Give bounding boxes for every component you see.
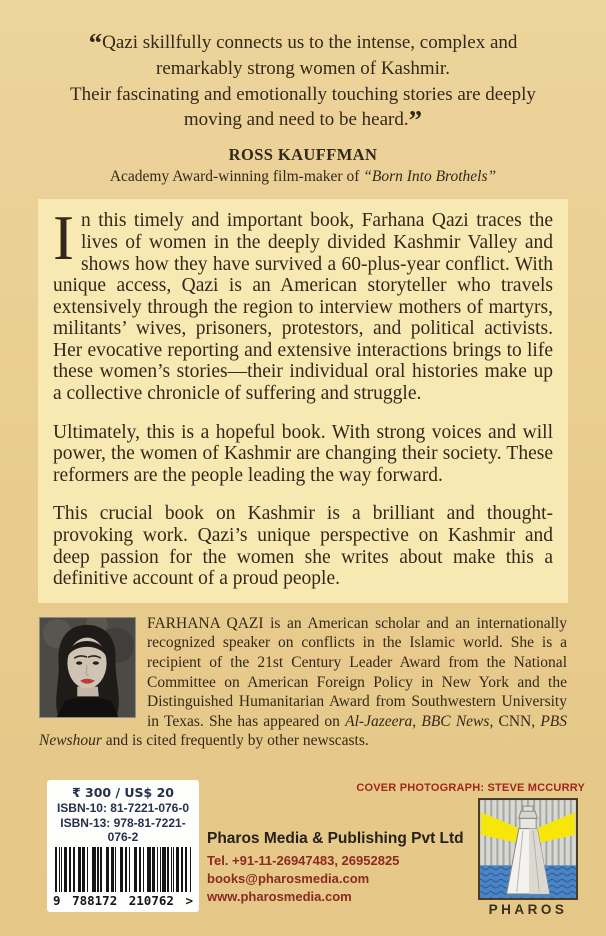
barcode-end-mark: > [185,893,193,908]
publisher-name: Pharos Media & Publishing Pvt Ltd [207,830,464,847]
barcode-digit-lead: 9 [53,893,61,908]
quote-line-2: Their fascinating and emotionally touching stories are deeply moving and need to be heard. [70,83,536,131]
synopsis-paragraph-1-text: n this timely and important book, Farhana Qazi traces the lives of women in the deeply divided Kashmir Valley and shows how they have survived a 60-plus-year conflict. With unique access, Qazi is an American storyteller who travels extensively through the region to interview mothers of martyrs, militants’ wives, prisoners, protestors, and political activists. Her evocative reporting and extensive interactions brings to life these women’s stories—their individual oral histories make up a collective chronicle of suffering and struggle. [53,210,553,405]
pharos-logo-label: PHAROS [488,902,568,917]
isbn-10: ISBN-10: 81-7221-076-0 [56,801,190,815]
synopsis-panel [38,199,568,603]
publisher-block [207,830,464,907]
barcode-digits [51,892,195,908]
publisher-phone: Tel. +91-11-26947483, 26952825 [207,853,400,868]
author-bio-text: FARHANA QAZI is an American scholar and an internationally recognized speaker on conflicts in the Islamic world. She is a recipient of the 21st Century Leader Award from the National Committee on American Foreign Policy in New York and the Distinguished Humanitarian Award from Southwestern University in Texas. She has appeared on Al-Jazeera, BBC News, CNN, PBS Newshour and is cited frequently by other newscasts. [39,614,568,750]
imprint-section [0,770,606,936]
endorsement-quote [56,28,550,136]
publisher-website: www.pharosmedia.com [207,889,352,905]
author-photo [39,617,136,718]
endorsement-section [0,0,606,186]
barcode-group-1: 788172 [72,893,118,908]
cover-photo-credit: COVER PHOTOGRAPH: STEVE MCCURRY [356,782,585,794]
reviewer-name: ROSS KAUFFMAN [228,145,378,165]
barcode-group-2: 210762 [128,893,174,908]
author-bio-section [39,614,567,751]
quote-line-1: Qazi skillfully connects us to the intense, complex and remarkably strong women of Kashmir. [102,32,518,79]
reviewer-credit: Academy Award-winning film-maker of “Born Into Brothels” [109,168,497,186]
drop-cap: I [53,203,74,274]
lighthouse-icon [478,798,578,900]
pharos-logo [478,798,578,917]
synopsis-paragraph-2: Ultimately, this is a hopeful book. With strong voices and will power, the women of Kashmir are changing their society. These reformers are the people leading the way forward. [53,421,553,486]
synopsis-paragraph-3: This crucial book on Kashmir is a brilliant and thought-provoking work. Qazi’s unique perspective on Kashmir and deep passion for the women she writes about make this a definitive account of a proud people. [53,503,553,590]
author-portrait-illustration [40,618,135,717]
isbn-13: ISBN-13: 978-81-7221-076-2 [60,816,186,844]
barcode-bars [55,847,191,892]
barcode-block [47,780,199,912]
synopsis-paragraph-1 [53,203,553,405]
open-quote-mark: “ [88,28,103,58]
price-label: ₹ 300 / US$ 20 [71,785,174,800]
publisher-email: books@pharosmedia.com [207,871,370,887]
close-quote-mark: ” [408,105,423,136]
